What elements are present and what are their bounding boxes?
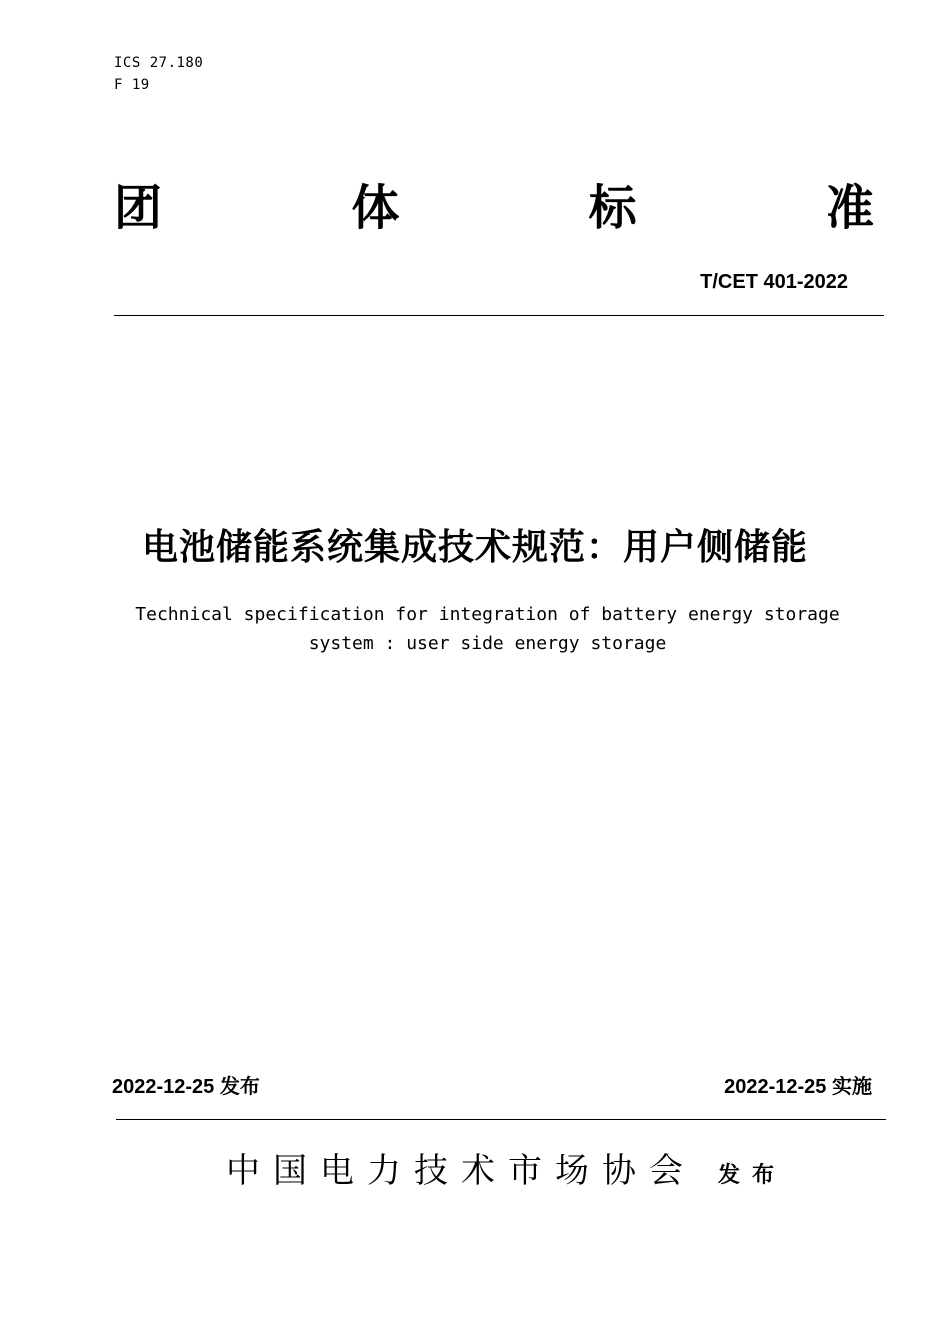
publisher-line	[226, 1148, 786, 1199]
english-title	[0, 600, 950, 658]
top-divider	[114, 315, 884, 316]
issue-date: 2022-12-25 发布	[112, 1076, 260, 1098]
standard-type-char-3: 标	[588, 180, 637, 236]
standard-type-heading	[114, 178, 874, 238]
standard-type-char-1: 团	[114, 180, 163, 236]
english-title-line-1: Technical specification for integration of battery energy storage	[135, 604, 840, 625]
english-title-line-2: system : user side energy storage	[308, 633, 667, 654]
standard-type-char-4: 准	[825, 180, 874, 236]
publisher-suffix: 发布	[718, 1163, 787, 1188]
category-code: F 19	[114, 77, 150, 93]
ics-code: ICS 27.180	[114, 55, 204, 71]
publisher-name: 中国电力技术市场协会	[226, 1151, 696, 1191]
implementation-date: 2022-12-25 实施	[724, 1076, 872, 1098]
bottom-divider	[116, 1119, 886, 1120]
standard-number: T/CET 401-2022	[700, 271, 848, 293]
classification-codes	[114, 52, 203, 96]
chinese-title: 电池储能系统集成技术规范：用户侧储能	[141, 527, 808, 568]
standard-type-char-2: 体	[351, 180, 400, 236]
